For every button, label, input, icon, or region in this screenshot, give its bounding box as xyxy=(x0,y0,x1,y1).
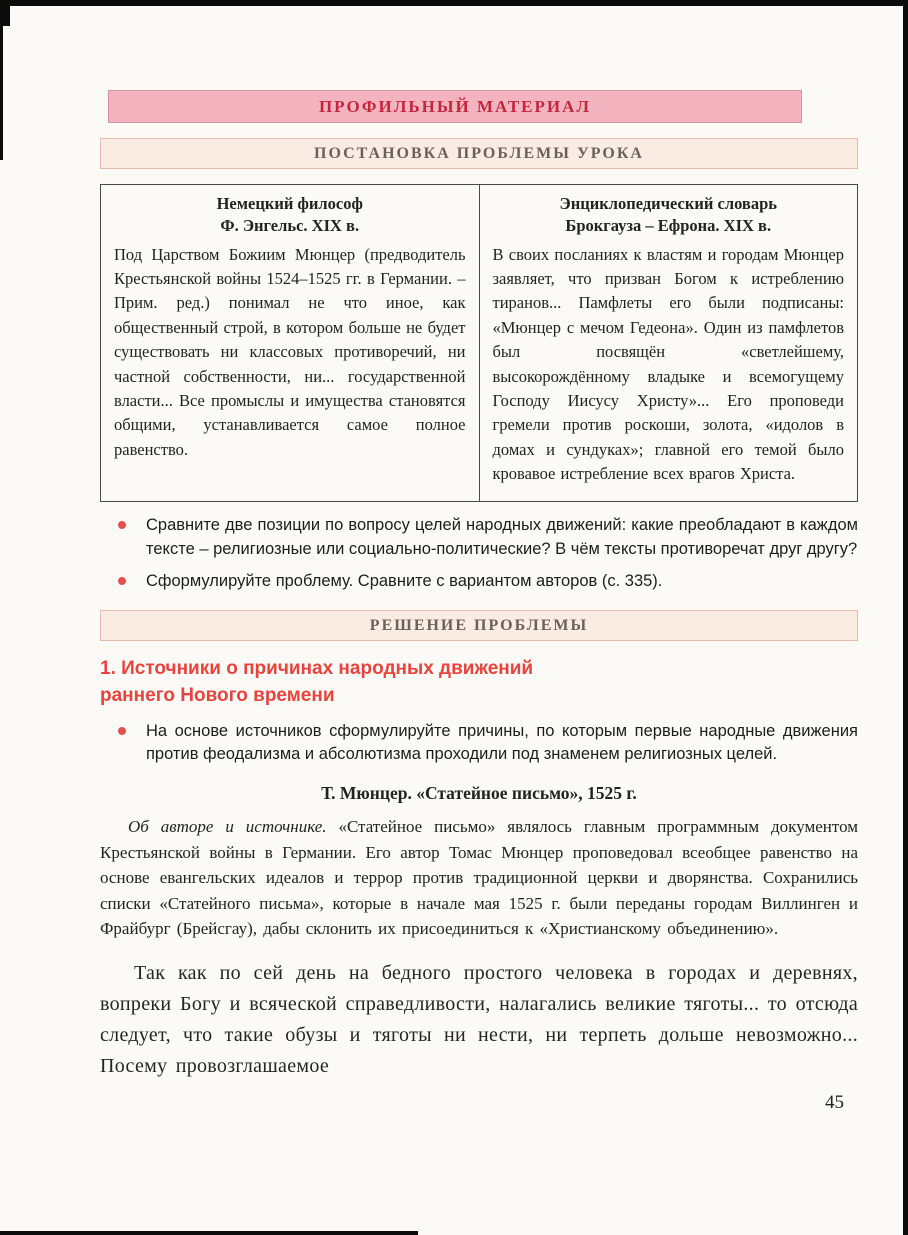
scan-edge-bottom xyxy=(0,1231,418,1235)
sources-comparison-table xyxy=(100,184,858,502)
about-body-text: «Статейное письмо» являлось главным программным документом Крестьянской войны в Германии. Его автор Томас Мюнцер проповедовал всеобщее равенство на основе евангельских идеалов и террор против традиционной церкви и дворянства. Сохранились списки «Статейного письма», которые в начале мая 1525 г. были переданы городам Виллинген и Фрайбург (Брейсгау), дабы склонить их присоединиться к «Христианскому объединению». xyxy=(100,817,859,939)
task-bullet-list xyxy=(100,514,858,595)
source-body-brockhaus: В своих посланиях к властям и городам Мюнцер заявляет, что призван Богом к истреблению тиранов... Памфлеты его были подписаны: «Мюнцер с мечом Гедеона». Один из памфлетов был посвящён «светлейшему, высокорождённому владыке и всемогущему Господу Иисусу Христу»... Его проповеди гремели против роскоши, золота, «идолов в домах и сундуках»; главной его темой было кровавое истребление всех врагов Христа. xyxy=(492,244,844,484)
section-heading-line: раннего Нового времени xyxy=(100,684,335,706)
about-paragraph xyxy=(100,814,858,942)
table-cell-brockhaus xyxy=(479,185,858,502)
bullet-item xyxy=(118,720,858,768)
section-heading-line: 1. Источники о причинах народных движений xyxy=(100,658,534,680)
banner-solution: РЕШЕНИЕ ПРОБЛЕМЫ xyxy=(100,610,858,641)
bullet-item xyxy=(118,514,858,562)
source-title-line: Немецкий философ xyxy=(216,194,363,213)
source-title-line: Энциклопедический словарь xyxy=(559,194,777,213)
source-title-line: Ф. Энгельс. XIX в. xyxy=(220,216,360,236)
document-title: Т. Мюнцер. «Статейное письмо», 1525 г. xyxy=(321,783,637,804)
scan-edge-right xyxy=(903,0,908,1235)
bullet-text: Сравните две позиции по вопросу целей народных движений: какие преобладают в каждом тексте – религиозные или социально-политические? В чём тексты противоречат друг другу? xyxy=(146,515,858,558)
bullet-text: На основе источников сформулируйте причины, по которым первые народные движения против феодализма и абсолютизма проходили под знаменем религиозных целей. xyxy=(146,721,858,764)
scan-edge-left xyxy=(0,0,3,160)
scan-edge-top xyxy=(0,0,908,6)
source-title-line: Брокгауза – Ефрона. XIX в. xyxy=(565,216,772,236)
document-quote-paragraph: Так как по сей день на бедного простого человека в городах и деревнях, вопреки Богу и всяческой справедливости, налагались великие тяготы... то отсюда следует, что такие обузы и тяготы ни нести, ни терпеть дольше невозможно... Посему провозглашаемое xyxy=(100,961,858,1077)
source-title-engels xyxy=(114,193,466,238)
section-heading xyxy=(100,656,858,709)
bullet-item xyxy=(118,570,858,594)
bullet-marker-icon xyxy=(118,727,126,735)
page-content xyxy=(100,0,858,1114)
bullet-marker-icon xyxy=(118,521,126,529)
page-number: 45 xyxy=(825,1091,844,1113)
about-lead-text: Об авторе и источнике. xyxy=(128,817,327,837)
source-body-engels: Под Царством Божиим Мюнцер (предводитель Крестьянской войны 1524–1525 гг. в Германии. – Прим. ред.) понимал не что иное, как общественный строй, в котором больше не будет существовать ни классовых противоречий, ни частной собственности, ни... государственной власти... Все промыслы и имущества становятся общими, устанавливается самое полное равенство. xyxy=(114,244,466,459)
source-title-brockhaus xyxy=(493,193,845,238)
table-cell-engels xyxy=(101,185,480,502)
section-bullet-list xyxy=(100,720,858,768)
bullet-marker-icon xyxy=(118,577,126,585)
banner-problem-statement: ПОСТАНОВКА ПРОБЛЕМЫ УРОКА xyxy=(100,138,858,169)
bullet-text: Сформулируйте проблему. Сравните с вариантом авторов (с. 335). xyxy=(146,572,663,591)
banner-profile-material: ПРОФИЛЬНЫЙ МАТЕРИАЛ xyxy=(108,90,802,123)
